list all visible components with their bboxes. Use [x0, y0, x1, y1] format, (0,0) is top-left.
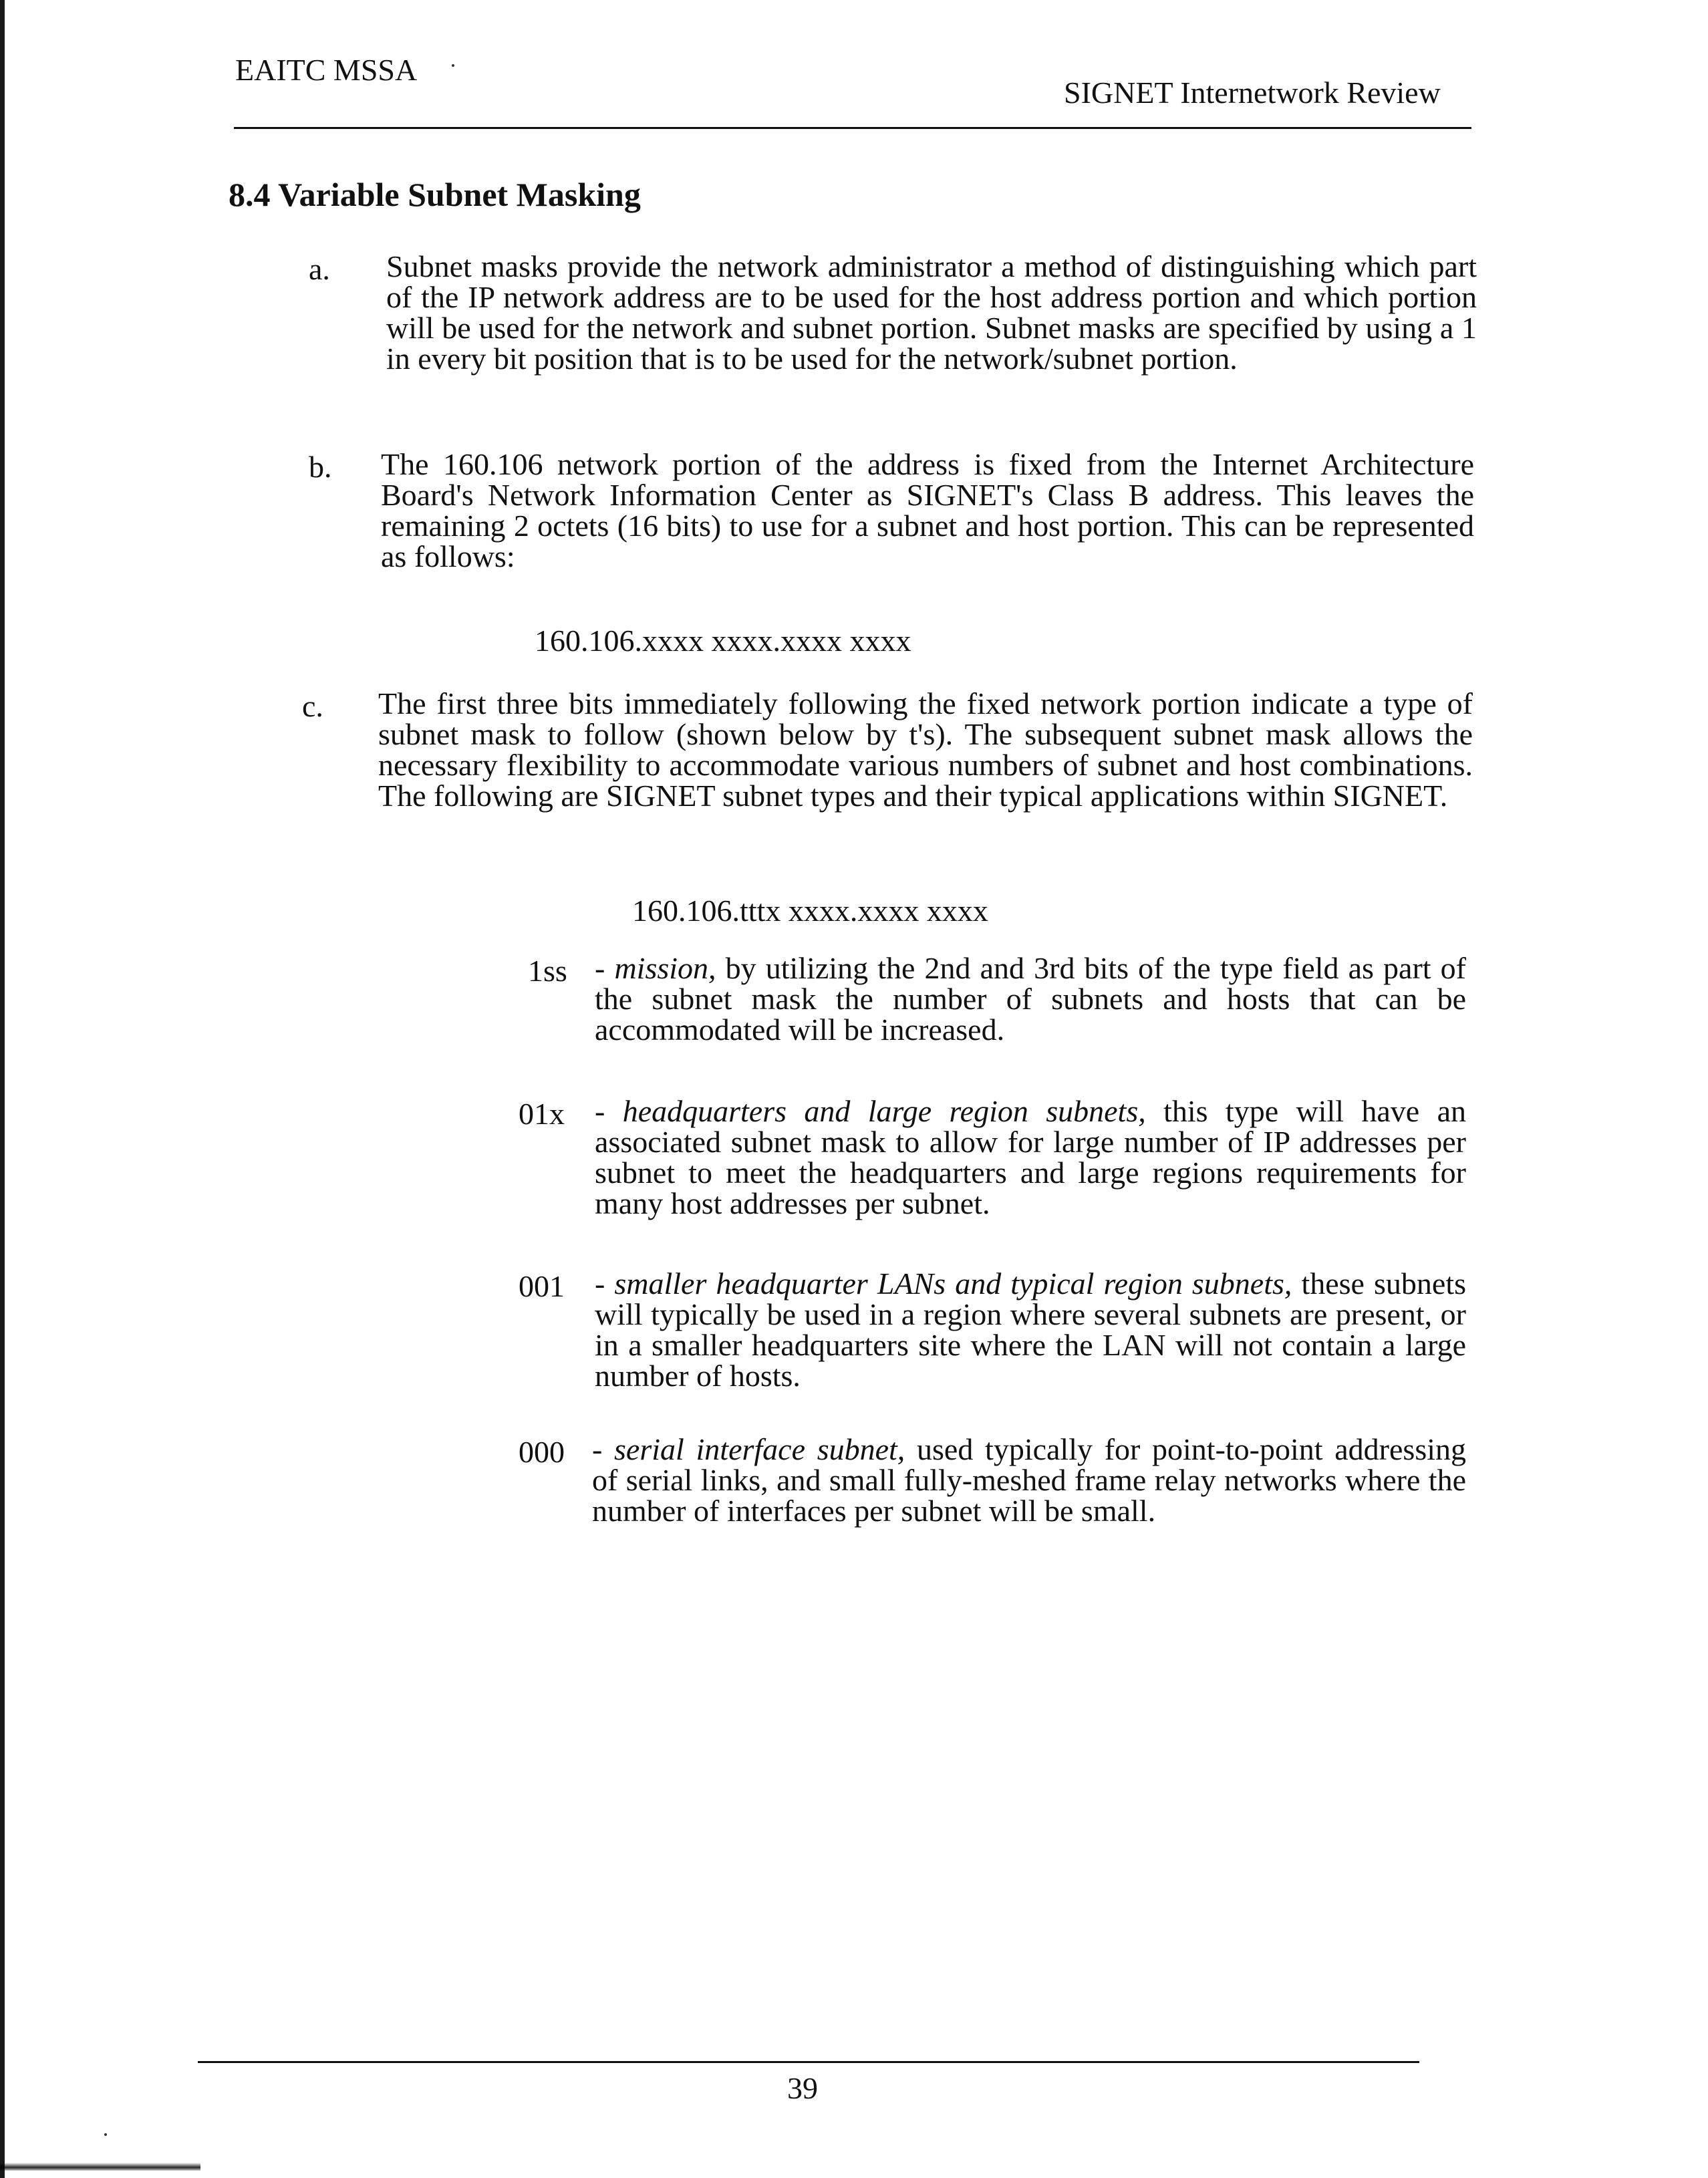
subnet-type-name: serial interface subnet,: [614, 1432, 905, 1466]
subnet-type-name: mission,: [614, 951, 716, 985]
subnet-type-desc: - headquarters and large region subnets, this type will have an associated subnet mask to allow for large number of IP addresses per subnet to meet the headquarters and large regions requirements for many host addresses per subnet.: [595, 1094, 1466, 1220]
item-a-text: Subnet masks provide the network administrator a method of distinguishing which part of the IP network address are to be used for the host address portion and which portion will be used for the network and subnet portion. Subnet masks are specified by using a 1 in every bit position that is to be used for the network/subnet portion.: [386, 249, 1477, 376]
subnet-type-desc: - smaller headquarter LANs and typical region subnets, these subnets will typically be used in a region where several subnets are present, or in a smaller headquarters site where the LAN will not contain a large number of hosts.: [595, 1266, 1467, 1393]
footer-rule: [198, 2061, 1419, 2063]
item-b-text: The 160.106 network portion of the address is fixed from the Internet Architecture Board's Network Information Center as SIGNET's Class B address. This leaves the remaining 2 octets (16 bits) to use for a subnet and host portion. This can be represented as follows:: [381, 447, 1474, 573]
subnet-type-code: 001: [519, 1269, 565, 1303]
address-format-c: 160.106.tttx xxxx.xxxx xxxx: [632, 894, 988, 928]
section-title: 8.4 Variable Subnet Masking: [229, 176, 641, 213]
subnet-type-code: 000: [519, 1435, 565, 1469]
item-marker-b: b.: [309, 450, 332, 484]
header-left-label: EAITC MSSA: [235, 53, 418, 87]
subnet-type-desc: - mission, by utilizing the 2nd and 3rd bits of the type field as part of the subnet mask the number of subnets and hosts that can be accommodated will be increased.: [595, 951, 1466, 1047]
subnet-type-desc: - serial interface subnet, used typically for point-to-point addressing of serial links, and small fully-meshed frame relay networks where the number of interfaces per subnet will be small.: [592, 1432, 1467, 1528]
header-rule: [234, 127, 1471, 129]
subnet-type-code: 01x: [519, 1097, 565, 1131]
subnet-type-name: headquarters and large region subnets,: [622, 1094, 1146, 1128]
subnet-type-code: 1ss: [528, 954, 567, 988]
scan-page-edge: [0, 0, 5, 2178]
subnet-type-detail: this type will have an associated subnet mask to allow for large number of IP addresses per subnet to meet the headquarters and large regions requirements for many host addresses per subnet.: [595, 1094, 1466, 1220]
address-format-b: 160.106.xxxx xxxx.xxxx xxxx: [535, 624, 911, 658]
item-c-text: The first three bits immediately following the fixed network portion indicate a type of subnet mask to follow (shown below by t's). The subsequent subnet mask allows the necessary flexibility to accommodate various numbers of subnet and host combinations. The following are SIGNET subnet types and their typical applications within SIGNET.: [378, 686, 1473, 813]
subnet-type-name: smaller headquarter LANs and typical region subnets,: [614, 1266, 1292, 1301]
scan-corner-shadow: [0, 2163, 200, 2171]
page-number: 39: [787, 2071, 818, 2105]
item-marker-a: a.: [309, 252, 330, 286]
item-marker-c: c.: [302, 689, 323, 723]
scan-speck: [104, 2133, 107, 2136]
scan-speck: [452, 64, 454, 67]
subnet-type-detail: by utilizing the 2nd and 3rd bits of the type field as part of the subnet mask the number of subnets and hosts that can be accommodated will be increased.: [595, 951, 1466, 1047]
header-right-title: SIGNET Internetwork Review: [1064, 76, 1441, 110]
subnet-type-detail: used typically for point-to-point addressing of serial links, and small fully-meshed frame relay networks where the number of interfaces per subnet will be small.: [592, 1432, 1467, 1528]
subnet-type-detail: these subnets will typically be used in a region where several subnets are present, or in a smaller headquarters site where the LAN will not contain a large number of hosts.: [595, 1266, 1467, 1393]
